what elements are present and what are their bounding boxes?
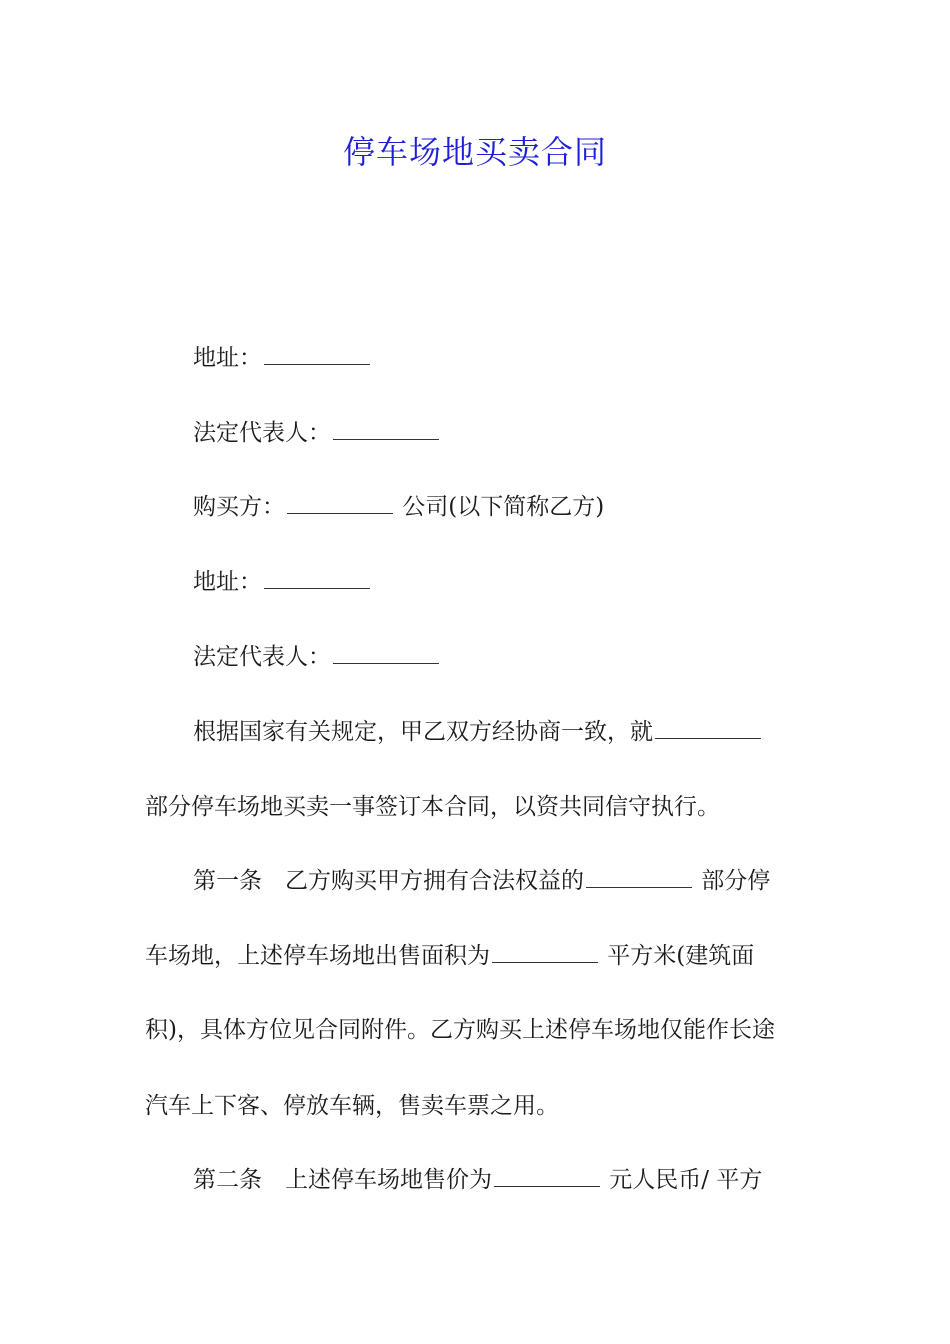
article1-text-4: 平方米(建筑面: [600, 943, 755, 969]
article1-text-1: 第一条 乙方购买甲方拥有合法权益的: [193, 868, 584, 894]
article1-blank-1: [586, 867, 692, 888]
article2-line-1: [193, 1163, 762, 1197]
article1-text-5: 积)，具体方位见合同附件。乙方购买上述停车场地仅能作长途: [145, 1017, 775, 1043]
buyer-address-label: 地址：: [193, 569, 262, 595]
seller-address-line: [193, 341, 372, 375]
article2-text-1: 第二条 上述停车场地售价为: [193, 1167, 492, 1193]
article1-line-3: [145, 1013, 775, 1047]
preamble-text-1: 根据国家有关规定，甲乙双方经协商一致，就: [193, 719, 653, 745]
buyer-name-blank: [287, 493, 393, 514]
buyer-suffix: 公司(以下简称乙方): [395, 494, 605, 520]
article1-line-2: [145, 939, 754, 973]
buyer-rep-blank: [333, 643, 439, 664]
buyer-rep-label: 法定代表人：: [193, 644, 331, 670]
article1-line-4: [145, 1089, 559, 1123]
seller-address-label: 地址：: [193, 345, 262, 371]
article1-text-6: 汽车上下客、停放车辆，售卖车票之用。: [145, 1093, 559, 1119]
buyer-line: [193, 490, 604, 524]
preamble-blank: [655, 718, 761, 739]
buyer-rep-line: [193, 640, 441, 674]
document-title: 停车场地买卖合同: [342, 133, 607, 171]
article1-blank-2: [492, 942, 598, 963]
preamble-line-1: [193, 715, 763, 749]
seller-address-blank: [264, 344, 370, 365]
article2-text-2: 元人民币/ 平方: [602, 1167, 763, 1193]
seller-rep-label: 法定代表人：: [193, 420, 331, 446]
preamble-text-2: 部分停车场地买卖一事签订本合同，以资共同信守执行。: [145, 794, 720, 820]
seller-rep-blank: [333, 419, 439, 440]
article1-text-3: 车场地，上述停车场地出售面积为: [145, 943, 490, 969]
preamble-line-2: [145, 790, 720, 824]
buyer-label: 购买方：: [193, 494, 285, 520]
seller-rep-line: [193, 416, 441, 450]
article1-text-2: 部分停: [694, 868, 771, 894]
buyer-address-blank: [264, 568, 370, 589]
article1-line-1: [193, 864, 770, 898]
buyer-address-line: [193, 565, 372, 599]
article2-blank: [494, 1166, 600, 1187]
